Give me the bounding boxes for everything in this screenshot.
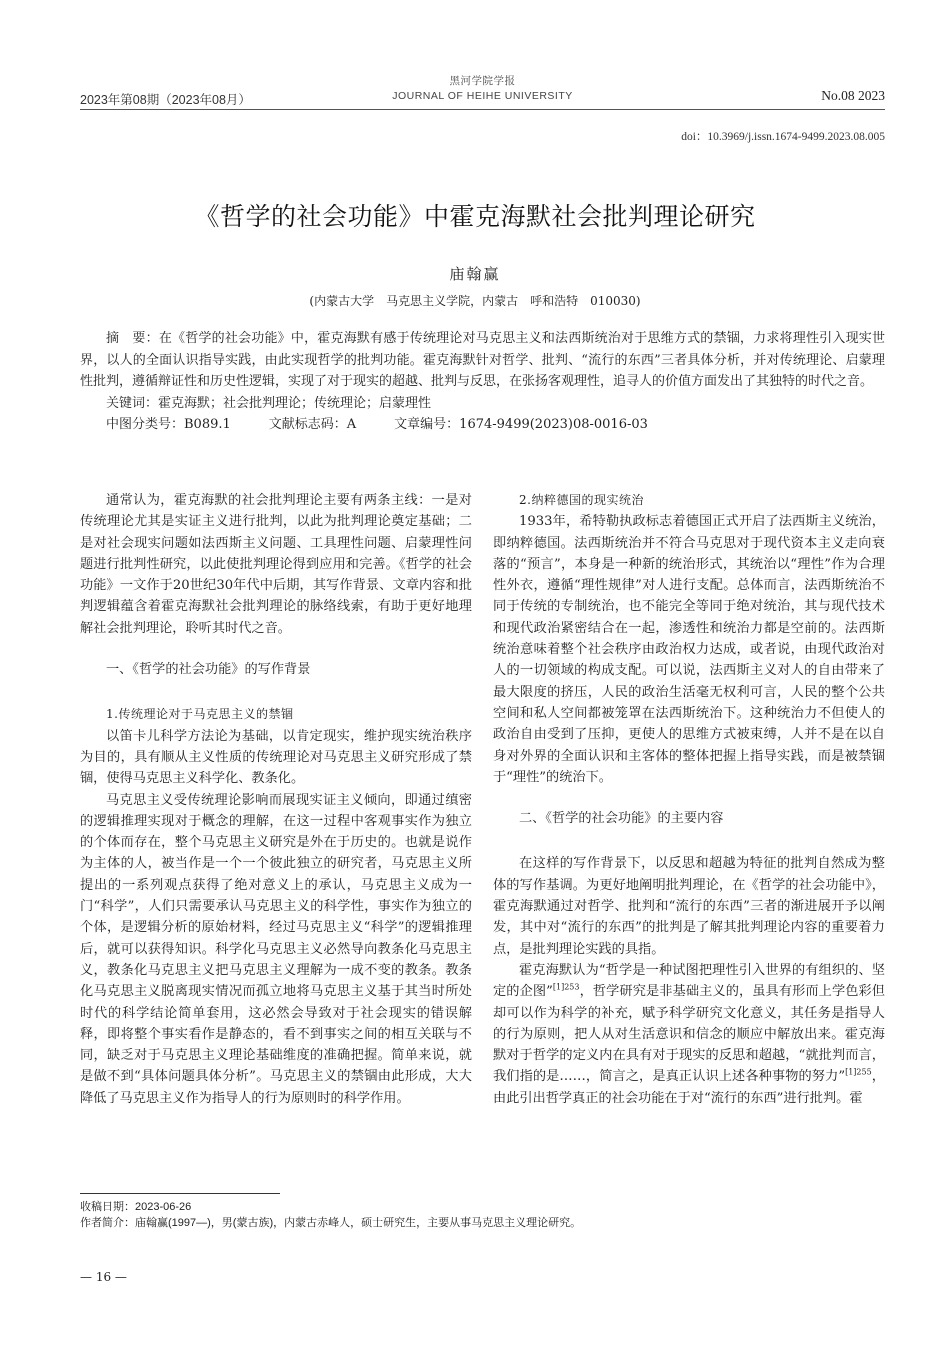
document-code: 文献标志码：A — [268, 417, 357, 432]
author-name: 庙翰赢 — [449, 265, 501, 283]
citation: [1]253 — [552, 982, 580, 992]
paragraph: 1933年，希特勒执政标志着德国正式开启了法西斯主义统治，即纳粹德国。法西斯统治并不符合马克思对于现代资本主义走向衰落的“预言”，本身是一种新的统治形式，其统治以“理性”作为合理性外衣，遵循“理性规律”对人进行支配。总体而言，法西斯统治不同于传统的专制统治，也不能完全等同于绝对统治，其与现代技术和现代政治紧密结合在一起，渗透性和统治力都是空前的。法西斯统治意味着整个社会秩序由政治权力达成，或者说，由现代政治对人的一切领域的构成支配。可以说，法西斯主义对人的自由带来了最大限度的挤压，人民的政治生活毫无权利可言，人民的整个公共空间和私人空间都被笼罩在法西斯统治下。这种统治力不但使人的政治自由受到了压抑，更使人的思维方式被束缚，人并不是在以自身对外界的全面认识和主客体的整体把握上指导实践，而是被禁锢于“理性”的统治下。 — [493, 514, 885, 785]
paragraph: 马克思主义受传统理论影响而展现实证主义倾向，即通过缜密的逻辑推理实现对于概念的理解，在这一过程中客观事实作为独立的个体而存在，整个马克思主义研究是外在于历史的。也就是说作为主体的人，被当作是一个一个彼此独立的研究者，马克思主义所提出的一系列观点获得了绝对意义上的承认，马克思主义成为一门“科学”，人们只需要承认马克思主义的科学性，事实作为独立的个体，是逻辑分析的原始材料，经过马克思主义“科学”的逻辑推理后，就可以获得知识。科学化马克思主义必然导向教条化马克思主义，教条化马克思主义把马克思主义理解为一成不变的教条。教条化马克思主义脱离现实情况而孤立地将马克思主义基于其当时所处时代的科学结论简单套用，这必然会导致对于社会现实的错误解释，即将整个事实看作是静态的，看不到事实之间的相互关联与不同，缺乏对于马克思主义理论基础维度的准确把握。简单来说，就是做不到“具体问题具体分析”。马克思主义的禁锢由此形成，大大降低了马克思主义作为指导人的行为原则时的科学作用。 — [80, 792, 472, 1106]
right-column — [493, 490, 885, 1109]
article-number: 文章编号：1674-9499(2023)08-0016-03 — [394, 417, 648, 432]
paragraph-with-citations — [493, 960, 885, 1109]
received-date: 收稿日期：2023-06-26 — [80, 1201, 192, 1213]
issue-cn: 2023年第08期（2023年08月） — [80, 93, 251, 107]
paragraph: 以笛卡儿科学方法论为基础，以肯定现实，维护现实统治秩序为目的，具有顺从主义性质的传统理论对马克思主义研究形成了禁锢，使得马克思主义科学化、教条化。 — [80, 728, 472, 787]
author-bio: 作者简介：庙翰赢(1997—)，男(蒙古族)，内蒙古赤峰人，硕士研究生，主要从事马克思主义理论研究。 — [80, 1217, 582, 1229]
paragraph: 在这样的写作背景下，以反思和超越为特征的批判自然成为整体的写作基调。为更好地阐明批判理论，在《哲学的社会功能中》，霍克海默通过对哲学、批判和“流行的东西”三者的渐进展开予以阐发，其中对“流行的东西”的批判是了解其批判理论内容的重要着力点，是批判理论实践的具指。 — [493, 856, 885, 957]
subsection-heading-2: 2.纳粹德国的现实统治 — [519, 493, 644, 507]
section-heading-1: 一、《哲学的社会功能》的写作背景 — [106, 662, 311, 678]
author-affiliation: (内蒙古大学 马克思主义学院，内蒙古 呼和浩特 010030) — [309, 294, 641, 308]
header-rule — [80, 109, 885, 110]
subsection-heading-1: 1.传统理论对于马克思主义的禁锢 — [106, 707, 294, 722]
issue-en: No.08 2023 — [821, 88, 885, 103]
keywords: 关键词：霍克海默；社会批判理论；传统理论；启蒙理性 — [106, 395, 432, 411]
section-heading-2: 二、《哲学的社会功能》的主要内容 — [519, 811, 724, 827]
classification-line — [80, 414, 885, 436]
intro-paragraph: 通常认为，霍克海默的社会批判理论主要有两条主线：一是对传统理论尤其是实证主义进行批判，以此为批判理论奠定基础；二是对社会现实问题如法西斯主义问题、工具理性问题、启蒙理性问题进行批判性研究，以此使批判理论得到应用和完善。《哲学的社会功能》一文作于20世纪30年代中后期，其写作背景、文章内容和批判逻辑蕴含着霍克海默社会批判理论的脉络线索，有助于更好地理解社会批判理论，聆听其时代之音。 — [80, 493, 472, 636]
page-number: — 16 — — [80, 1270, 127, 1284]
running-header — [80, 72, 885, 112]
class-number: 中图分类号：B089.1 — [106, 417, 231, 432]
abstract-block — [80, 328, 885, 436]
doi: doi：10.3969/j.issn.1674-9499.2023.08.005 — [681, 131, 885, 143]
text-run: 霍克海默认为“哲学是一种试图把理性引入世界的有组织的、坚定的企图” — [493, 962, 885, 1000]
journal-name-cn: 黑河学院学报 — [449, 75, 516, 87]
journal-name-en: JOURNAL OF HEIHE UNIVERSITY — [392, 90, 573, 102]
left-column — [80, 490, 472, 1109]
citation: [1]255 — [845, 1068, 872, 1078]
article-title: 《哲学的社会功能》中霍克海默社会批判理论研究 — [194, 202, 756, 231]
text-run: ，由此引出哲学真正的社会功能在于对“流行的东西”进行批判。霍 — [493, 1069, 885, 1106]
footnote — [80, 1199, 581, 1231]
abstract-text: 摘 要：在《哲学的社会功能》中，霍克海默有感于传统理论对马克思主义和法西斯统治对于思维方式的禁锢，力求将理性引入现实世界，以人的全面认识指导实践，由此实现哲学的批判功能。霍克海默针对哲学、批判、“流行的东西”三者具体分析，并对传统理论、启蒙理性批判，遵循辩证性和历史性逻辑，实现了对于现实的超越、批判与反思，在张扬客观理性，追寻人的价值方面发出了其独特的时代之音。 — [80, 331, 885, 389]
footnote-rule — [80, 1193, 280, 1194]
text-run: ，哲学研究是非基础主义的，虽具有形而上学色彩但却可以作为科学的补充，赋予科学研究文化意义，其任务是指导人的行为原则，把人从对生活意识和信念的顺应中解放出来。霍克海默对于哲学的定义内在具有对于现实的反思和超越，“就批判而言，我们指的是……，简言之，是真正认识上述各种事物的努力” — [493, 984, 885, 1085]
journal-name — [80, 74, 885, 104]
